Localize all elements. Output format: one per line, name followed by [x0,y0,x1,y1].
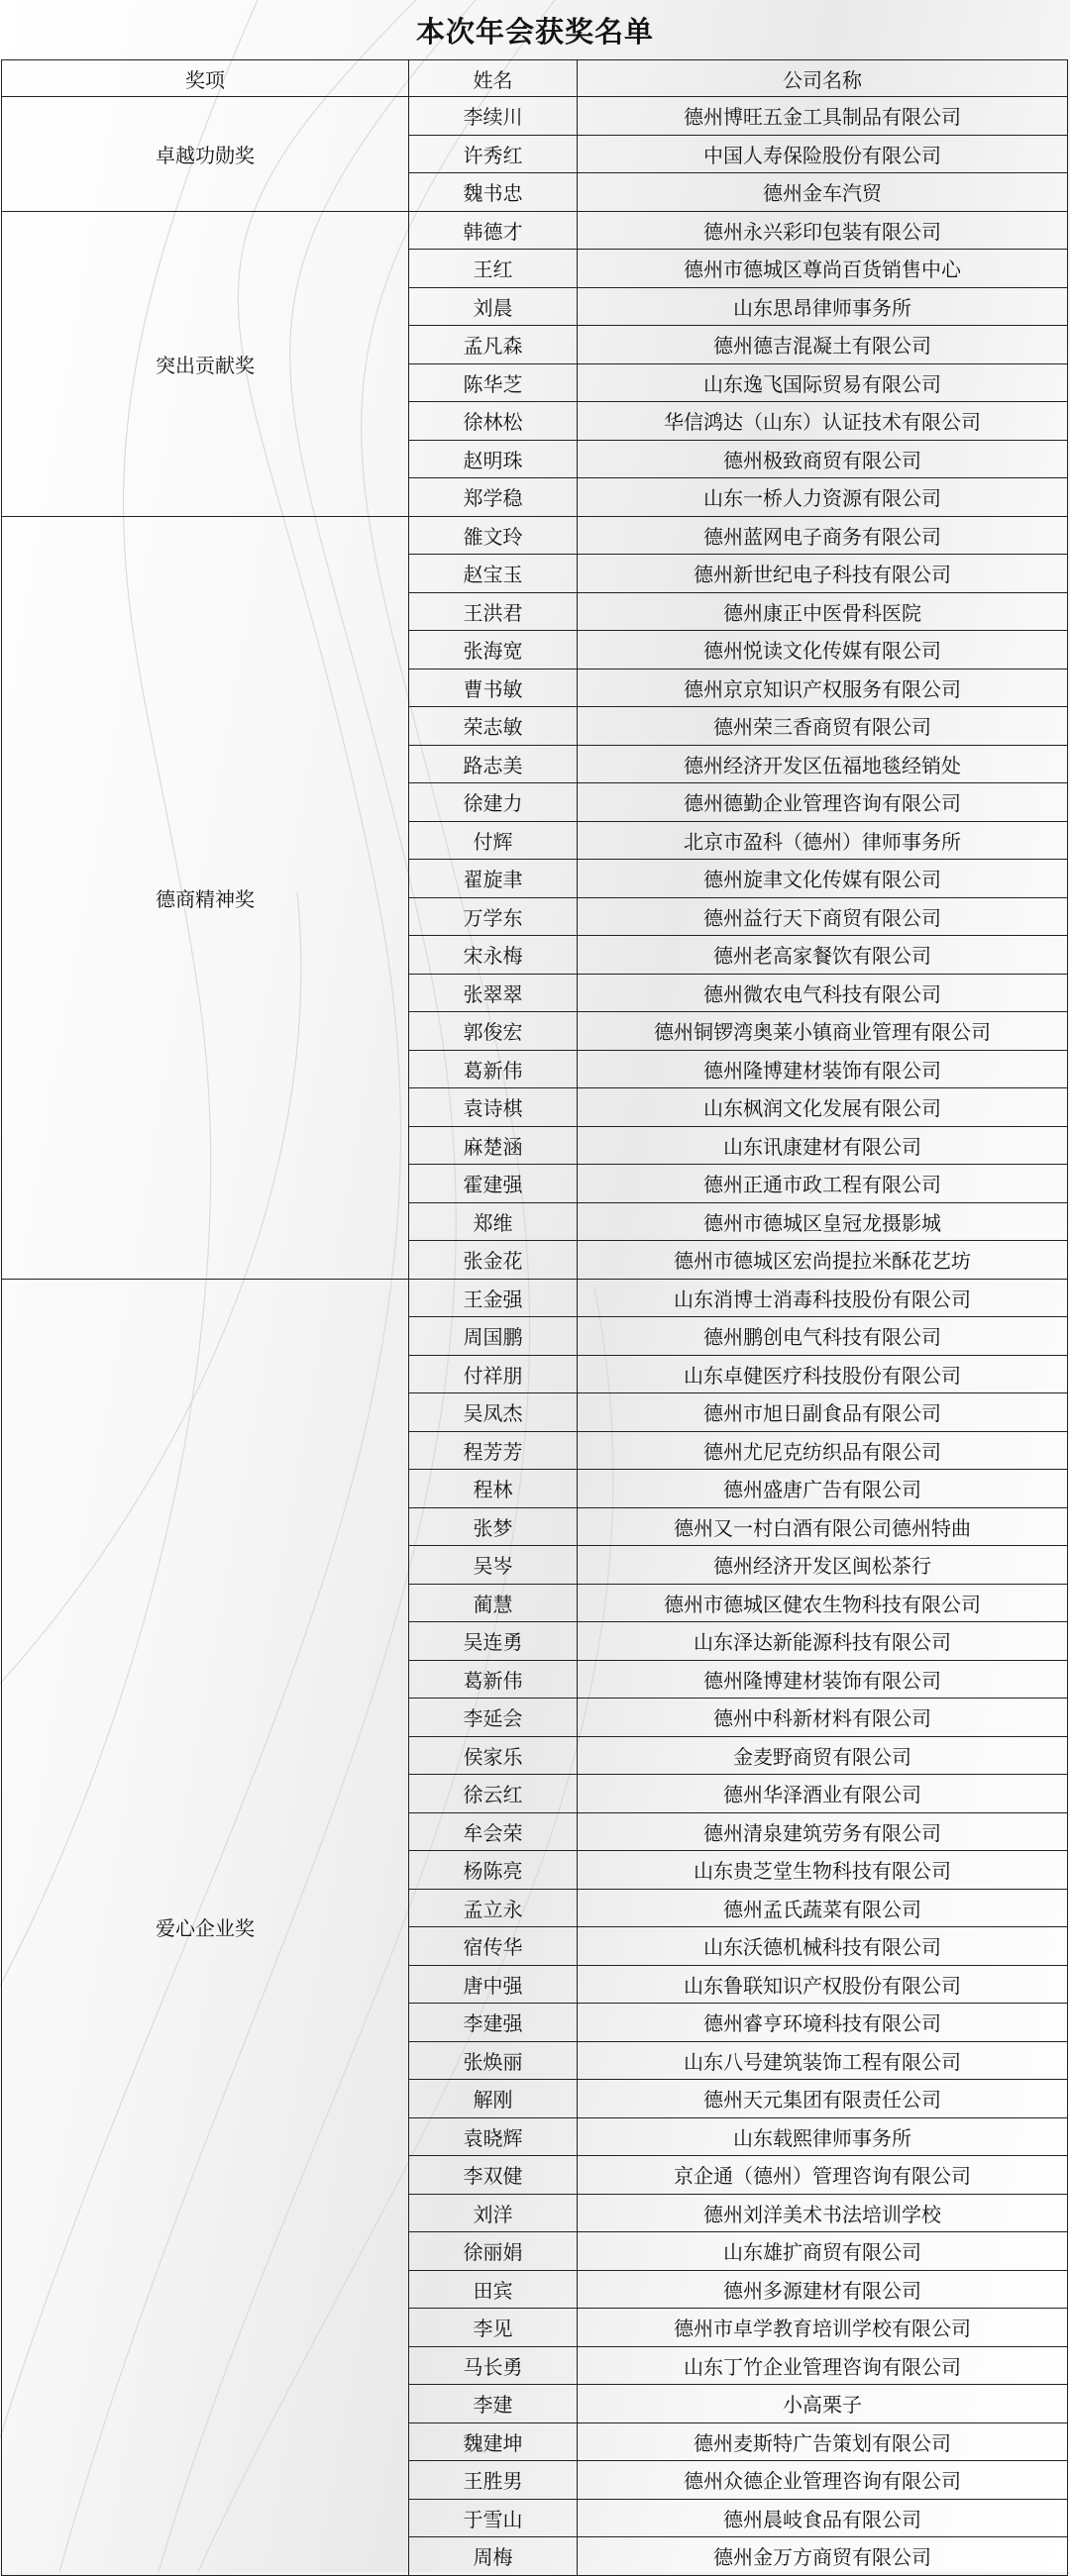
company-name-cell: 山东讯康建材有限公司 [578,1126,1068,1165]
company-name-cell: 德州孟氏蔬菜有限公司 [578,1889,1068,1927]
winner-name-cell: 王洪君 [409,592,578,631]
winner-name-cell: 程林 [409,1470,578,1508]
company-name-cell: 山东泽达新能源科技有限公司 [578,1622,1068,1661]
winner-name-cell: 郑学稳 [409,478,578,517]
winner-name-cell: 宿传华 [409,1927,578,1966]
winner-name-cell: 杨陈亮 [409,1851,578,1890]
winner-name-cell: 吴凤杰 [409,1393,578,1432]
winner-name-cell: 郑维 [409,1202,578,1241]
winner-name-cell: 程芳芳 [409,1431,578,1470]
winner-name-cell: 李见 [409,2309,578,2347]
awards-body [2,97,1068,2576]
company-name-cell: 德州荣三香商贸有限公司 [578,707,1068,746]
company-name-cell: 山东消博士消毒科技股份有限公司 [578,1279,1068,1317]
winner-name-cell: 唐中强 [409,1965,578,2004]
header-name: 姓名 [409,60,578,97]
winner-name-cell: 徐建力 [409,783,578,822]
company-name-cell: 德州悦读文化传媒有限公司 [578,631,1068,670]
company-name-cell: 德州隆博建材装饰有限公司 [578,1050,1068,1088]
winner-name-cell: 牟会荣 [409,1812,578,1851]
winner-name-cell: 麻楚涵 [409,1126,578,1165]
company-name-cell: 山东八号建筑装饰工程有限公司 [578,2041,1068,2080]
winner-name-cell: 陈华芝 [409,363,578,402]
winner-name-cell: 万学东 [409,897,578,936]
company-name-cell: 山东贵芝堂生物科技有限公司 [578,1851,1068,1890]
company-name-cell: 京企通（德州）管理咨询有限公司 [578,2156,1068,2195]
winner-name-cell: 周梅 [409,2537,578,2576]
company-name-cell: 德州益行天下商贸有限公司 [578,897,1068,936]
company-name-cell: 德州金万方商贸有限公司 [578,2537,1068,2576]
winner-name-cell: 张焕丽 [409,2041,578,2080]
table-row [2,97,1068,136]
company-name-cell: 德州刘洋美术书法培训学校 [578,2194,1068,2232]
winner-name-cell: 许秀红 [409,135,578,173]
winner-name-cell: 李延会 [409,1699,578,1737]
winner-name-cell: 袁晓辉 [409,2117,578,2156]
company-name-cell: 山东一桥人力资源有限公司 [578,478,1068,517]
company-name-cell: 德州市德城区皇冠龙摄影城 [578,1202,1068,1241]
company-name-cell: 德州中科新材料有限公司 [578,1699,1068,1737]
winner-name-cell: 李建 [409,2385,578,2423]
company-name-cell: 德州尤尼克纺织品有限公司 [578,1431,1068,1470]
award-category-cell: 突出贡献奖 [2,211,409,516]
company-name-cell: 德州鹏创电气科技有限公司 [578,1317,1068,1356]
company-name-cell: 德州晨岐食品有限公司 [578,2499,1068,2537]
winner-name-cell: 孟立永 [409,1889,578,1927]
winner-name-cell: 于雪山 [409,2499,578,2537]
company-name-cell: 德州天元集团有限责任公司 [578,2080,1068,2118]
company-name-cell: 德州华泽酒业有限公司 [578,1775,1068,1813]
awards-table [1,59,1068,2576]
winner-name-cell: 吴连勇 [409,1622,578,1661]
company-name-cell: 山东鲁联知识产权股份有限公司 [578,1965,1068,2004]
company-name-cell: 德州京京知识产权服务有限公司 [578,669,1068,707]
company-name-cell: 山东思昂律师事务所 [578,287,1068,326]
company-name-cell: 德州蓝网电子商务有限公司 [578,516,1068,555]
company-name-cell: 德州金车汽贸 [578,173,1068,212]
winner-name-cell: 侯家乐 [409,1736,578,1775]
table-row [2,211,1068,250]
winner-name-cell: 葛新伟 [409,1660,578,1699]
winner-name-cell: 刘洋 [409,2194,578,2232]
winner-name-cell: 蔺慧 [409,1584,578,1622]
header-row [2,60,1068,97]
winner-name-cell: 翟旋聿 [409,860,578,898]
winner-name-cell: 徐林松 [409,402,578,441]
header-award: 奖项 [2,60,409,97]
winner-name-cell: 周国鹏 [409,1317,578,1356]
company-name-cell: 中国人寿保险股份有限公司 [578,135,1068,173]
table-row [2,516,1068,555]
company-name-cell: 德州市德城区尊尚百货销售中心 [578,250,1068,288]
header-company: 公司名称 [578,60,1068,97]
company-name-cell: 德州微农电气科技有限公司 [578,974,1068,1012]
company-name-cell: 德州博旺五金工具制品有限公司 [578,97,1068,136]
winner-name-cell: 曹书敏 [409,669,578,707]
winner-name-cell: 李建强 [409,2004,578,2042]
winner-name-cell: 李续川 [409,97,578,136]
company-name-cell: 山东丁竹企业管理咨询有限公司 [578,2346,1068,2385]
winner-name-cell: 张海宽 [409,631,578,670]
company-name-cell: 山东雄扩商贸有限公司 [578,2232,1068,2271]
company-name-cell: 德州盛唐广告有限公司 [578,1470,1068,1508]
award-category-cell: 卓越功勋奖 [2,97,409,212]
winner-name-cell: 张金花 [409,1241,578,1280]
company-name-cell: 德州市德城区健农生物科技有限公司 [578,1584,1068,1622]
winner-name-cell: 宋永梅 [409,936,578,975]
winner-name-cell: 马长勇 [409,2346,578,2385]
winner-name-cell: 魏建坤 [409,2422,578,2461]
company-name-cell: 德州经济开发区闽松茶行 [578,1546,1068,1585]
company-name-cell: 德州市卓学教育培训学校有限公司 [578,2309,1068,2347]
company-name-cell: 德州隆博建材装饰有限公司 [578,1660,1068,1699]
winner-name-cell: 路志美 [409,745,578,783]
company-name-cell: 德州康正中医骨科医院 [578,592,1068,631]
company-name-cell: 山东载熙律师事务所 [578,2117,1068,2156]
winner-name-cell: 韩德才 [409,211,578,250]
company-name-cell: 德州永兴彩印包装有限公司 [578,211,1068,250]
company-name-cell: 德州新世纪电子科技有限公司 [578,555,1068,593]
winner-name-cell: 孟凡森 [409,326,578,364]
winner-name-cell: 赵明珠 [409,440,578,478]
company-name-cell: 德州麦斯特广告策划有限公司 [578,2422,1068,2461]
company-name-cell: 山东沃德机械科技有限公司 [578,1927,1068,1966]
winner-name-cell: 王胜男 [409,2461,578,2500]
company-name-cell: 德州睿亨环境科技有限公司 [578,2004,1068,2042]
company-name-cell: 德州又一村白酒有限公司德州特曲 [578,1507,1068,1546]
page-title: 本次年会获奖名单 [415,14,654,49]
award-category-cell: 德商精神奖 [2,516,409,1279]
winner-name-cell: 付辉 [409,821,578,860]
winner-name-cell: 李双健 [409,2156,578,2195]
company-name-cell: 德州经济开发区伍福地毯经销处 [578,745,1068,783]
winner-name-cell: 徐丽娟 [409,2232,578,2271]
company-name-cell: 德州市德城区宏尚提拉米酥花艺坊 [578,1241,1068,1280]
winner-name-cell: 王金强 [409,1279,578,1317]
company-name-cell: 小高栗子 [578,2385,1068,2423]
winner-name-cell: 袁诗棋 [409,1088,578,1127]
winner-name-cell: 葛新伟 [409,1050,578,1088]
company-name-cell: 德州极致商贸有限公司 [578,440,1068,478]
company-name-cell: 德州德勤企业管理咨询有限公司 [578,783,1068,822]
winner-name-cell: 付祥朋 [409,1355,578,1393]
winner-name-cell: 刘晨 [409,287,578,326]
winner-name-cell: 郭俊宏 [409,1012,578,1051]
winner-name-cell: 荣志敏 [409,707,578,746]
company-name-cell: 山东卓健医疗科技股份有限公司 [578,1355,1068,1393]
company-name-cell: 北京市盈科（德州）律师事务所 [578,821,1068,860]
winner-name-cell: 解刚 [409,2080,578,2118]
company-name-cell: 德州市旭日副食品有限公司 [578,1393,1068,1432]
company-name-cell: 德州清泉建筑劳务有限公司 [578,1812,1068,1851]
winner-name-cell: 霍建强 [409,1165,578,1203]
company-name-cell: 德州德吉混凝土有限公司 [578,326,1068,364]
award-category-cell: 爱心企业奖 [2,1279,409,2575]
company-name-cell: 德州老高家餐饮有限公司 [578,936,1068,975]
winner-name-cell: 张梦 [409,1507,578,1546]
winner-name-cell: 魏书忠 [409,173,578,212]
winner-name-cell: 徐云红 [409,1775,578,1813]
company-name-cell: 山东枫润文化发展有限公司 [578,1088,1068,1127]
winner-name-cell: 张翠翠 [409,974,578,1012]
winner-name-cell: 吴岑 [409,1546,578,1585]
company-name-cell: 金麦野商贸有限公司 [578,1736,1068,1775]
company-name-cell: 德州铜锣湾奥莱小镇商业管理有限公司 [578,1012,1068,1051]
company-name-cell: 山东逸飞国际贸易有限公司 [578,363,1068,402]
winner-name-cell: 王红 [409,250,578,288]
company-name-cell: 华信鸿达（山东）认证技术有限公司 [578,402,1068,441]
winner-name-cell: 赵宝玉 [409,555,578,593]
company-name-cell: 德州多源建材有限公司 [578,2270,1068,2309]
company-name-cell: 德州正通市政工程有限公司 [578,1165,1068,1203]
winner-name-cell: 雒文玲 [409,516,578,555]
winner-name-cell: 田宾 [409,2270,578,2309]
table-row [2,1279,1068,1317]
company-name-cell: 德州众德企业管理咨询有限公司 [578,2461,1068,2500]
company-name-cell: 德州旋聿文化传媒有限公司 [578,860,1068,898]
